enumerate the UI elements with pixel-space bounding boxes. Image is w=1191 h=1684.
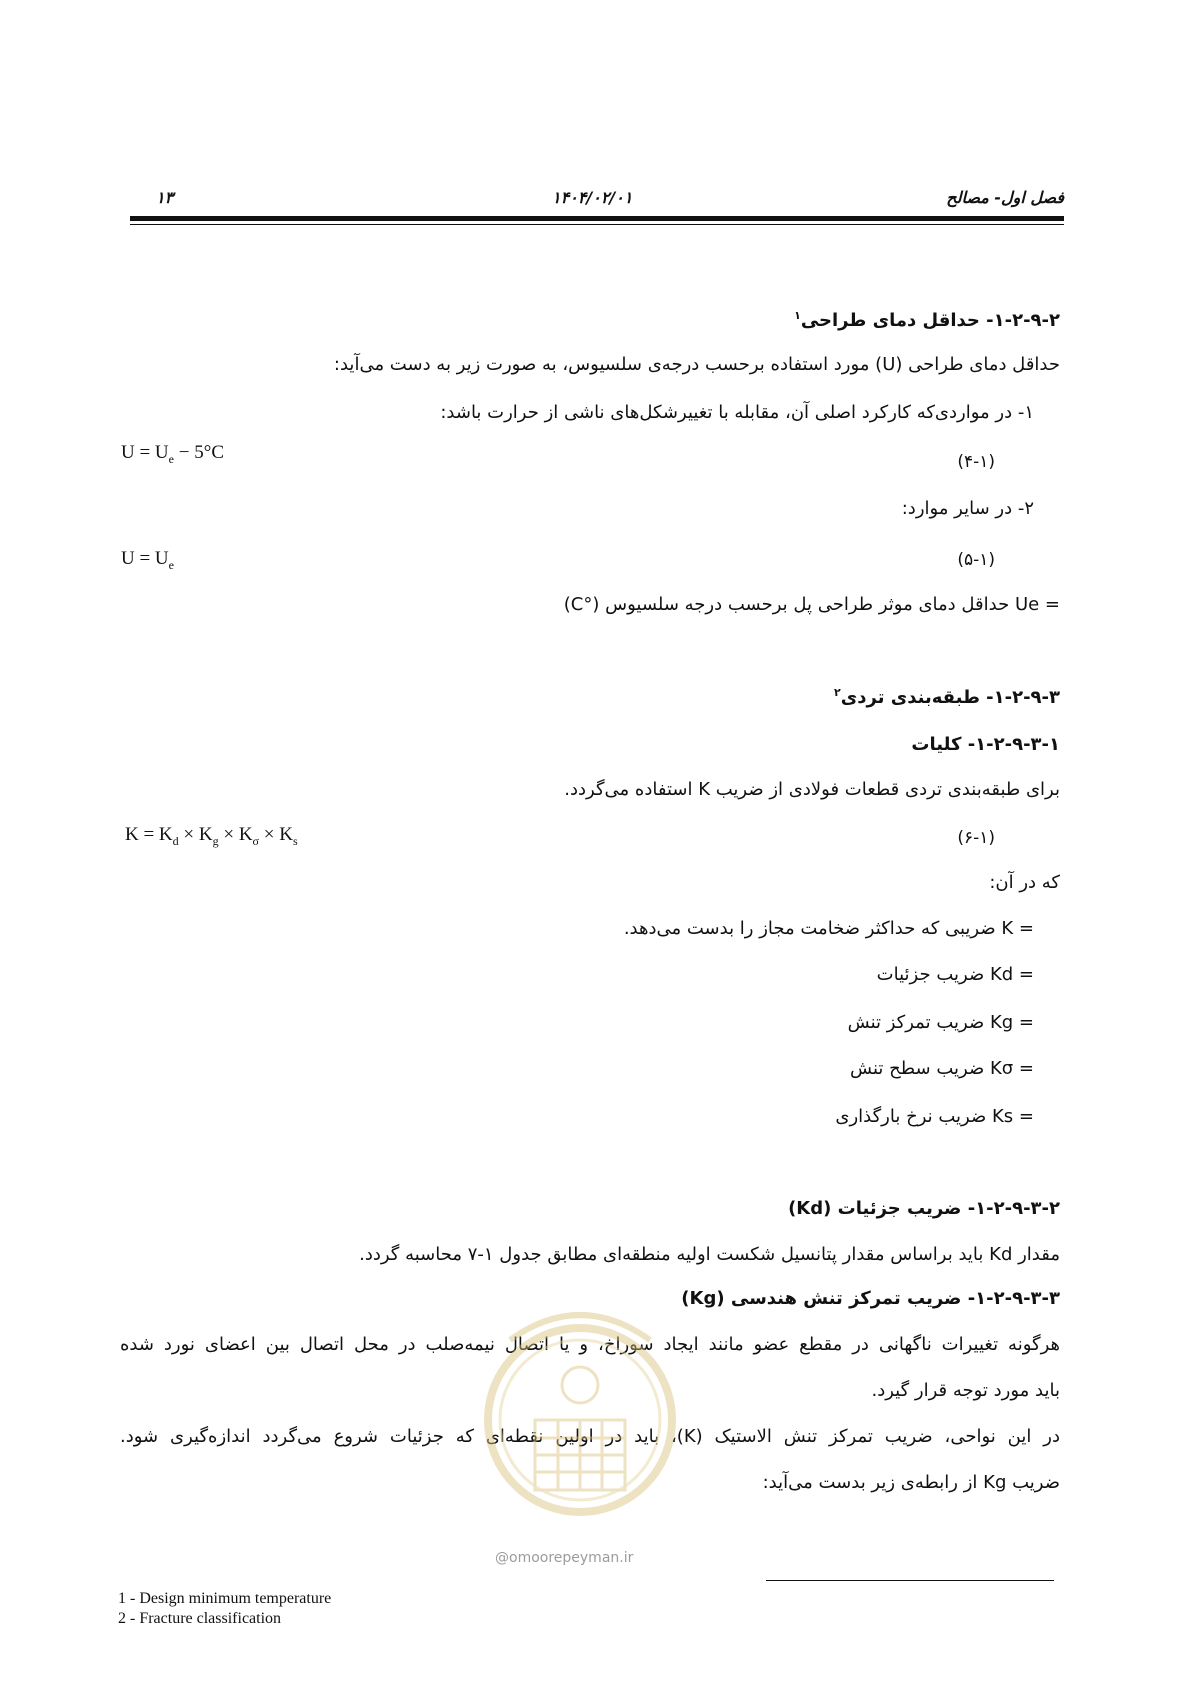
footnote-ref-1: ۱	[794, 309, 801, 322]
watermark-text: @omoorepeyman.ir	[495, 1550, 634, 1566]
subsection-heading-general: ۱-۲-۹-۳-۱- کلیات	[911, 734, 1060, 755]
where-label: که در آن:	[989, 872, 1060, 893]
footnote: 2 - Fracture classification	[118, 1610, 282, 1627]
subsection-heading-stress-concentration: ۱-۲-۹-۳-۳- ضریب تمرکز تنش هندسی (Kg)	[681, 1288, 1060, 1309]
subsection-heading-detail-factor: ۱-۲-۹-۳-۲- ضریب جزئیات (Kd)	[788, 1198, 1060, 1219]
equation-number: (۴-۱)	[957, 452, 995, 472]
paragraph: باید مورد توجه قرار گیرد.	[871, 1380, 1060, 1401]
section-heading-text: ۱-۲-۹-۲- حداقل دمای طراحی	[800, 310, 1060, 331]
equation-number: (۵-۱)	[957, 550, 995, 570]
paragraph: برای طبقه‌بندی تردی قطعات فولادی از ضریب K استفاده می‌گردد.	[564, 779, 1060, 800]
definition-item: = Ks ضریب نرخ بارگذاری	[835, 1106, 1034, 1127]
paragraph: ضریب Kg از رابطه‌ی زیر بدست می‌آید:	[762, 1472, 1060, 1493]
footnote-ref-2: ۲	[834, 686, 841, 699]
chapter-title: فصل اول- مصالح	[946, 188, 1064, 207]
equation: $K = K_d \times K_g \times K_\sigma \times K_s$	[125, 824, 298, 848]
paragraph: مقدار Kd باید براساس مقدار پتانسیل شکست اولیه منطقه‌ای مطابق جدول ۱-۷ محاسبه گردد.	[359, 1244, 1060, 1265]
header-date: ۱۴۰۴/۰۲/۰۱	[552, 188, 633, 207]
list-item: ۲- در سایر موارد:	[901, 498, 1034, 519]
definition-item: = Kg ضریب تمرکز تنش	[847, 1012, 1034, 1033]
definition-item: = K ضریبی که حداکثر ضخامت مجاز را بدست می‌دهد.	[623, 918, 1034, 939]
page-number: ۱۳	[156, 188, 174, 207]
watermark-logo	[480, 1250, 680, 1580]
paragraph: حداقل دمای طراحی (U) مورد استفاده برحسب درجه‌ی سلسیوس، به صورت زیر به دست می‌آید:	[333, 354, 1060, 375]
header-rule-thin	[130, 224, 1064, 225]
definition-item: = Kd ضریب جزئیات	[876, 964, 1034, 985]
header-rule-thick	[130, 216, 1064, 221]
paragraph: در این نواحی، ضریب تمرکز تنش الاستیک (K)، باید در اولین نقطه‌ای که جزئیات شروع می‌گردد اندازه‌گیری شود.	[120, 1426, 1060, 1447]
definition-line: = Ue حداقل دمای موثر طراحی پل برحسب درجه سلسیوس (°C)	[563, 594, 1060, 615]
definition-item: = Kσ ضریب سطح تنش	[850, 1058, 1034, 1079]
equation: $U = U_e - 5^\circ C$	[121, 442, 224, 466]
list-item: ۱- در مواردی‌که کارکرد اصلی آن، مقابله با تغییرشکل‌های ناشی از حرارت باشد:	[440, 402, 1034, 423]
section-heading-fracture	[834, 686, 1060, 708]
footnote-rule	[766, 1580, 1054, 1581]
footnote: 1 - Design minimum temperature	[118, 1590, 332, 1607]
paragraph: هرگونه تغییرات ناگهانی در مقطع عضو مانند ایجاد سوراخ، و یا اتصال نیمه‌صلب در محل اتصال بین اعضای نورد شده	[120, 1334, 1060, 1355]
equation: $U = U_e$	[121, 548, 174, 572]
section-heading-design-temp	[794, 309, 1060, 331]
section-heading-text: ۱-۲-۹-۳- طبقه‌بندی تردی	[840, 687, 1060, 708]
equation-number: (۶-۱)	[957, 828, 995, 848]
